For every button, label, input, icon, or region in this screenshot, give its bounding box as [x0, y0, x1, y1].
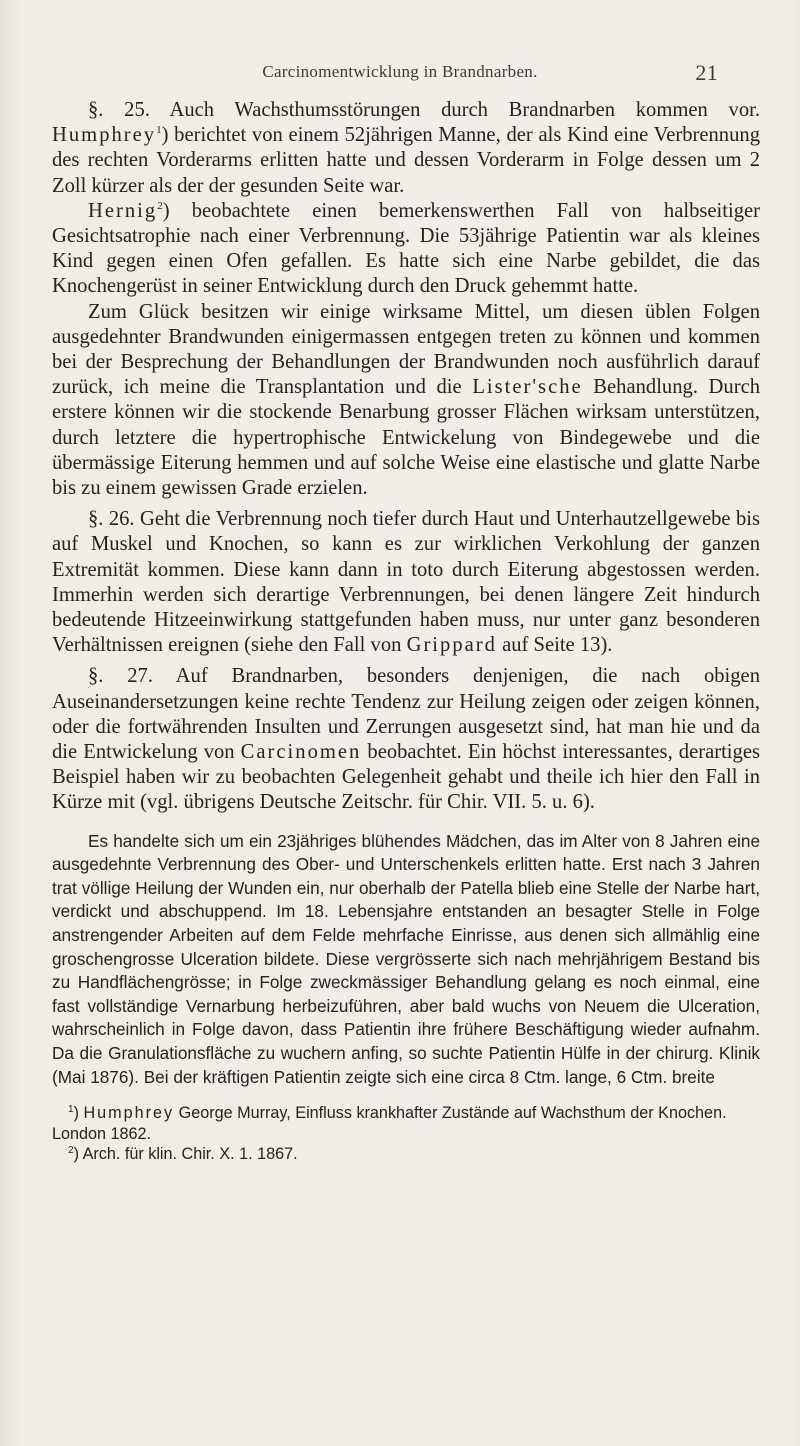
- section-26-text: §. 26. Geht die Verbrennung noch tiefer durch Haut und Unterhautzellgewebe bis auf Muskel und Knochen, so kann es zur wirklichen Verkohlung der ganzen Extremität kommen. Diese kann dann in toto durch Eiterung abgestossen werden. Immerhin werden sich derartige Verbrennungen, bei denen längere Zeit hindurch bedeutende Hitzeeinwirkung stattgefunden haben muss, nur unter ganz besonderen Verhältnissen ereignen (siehe den Fall von: [52, 508, 760, 657]
- running-title: Carcinomentwicklung in Brandnarben.: [262, 62, 538, 81]
- treatment-text: Zum Glück besitzen wir einige wirksame Mittel, um diesen üblen Folgen ausgedehnter Brandwunden einigermassen entgegen treten zu können und kommen bei der Besprechung der Behandlungen der Brandwunden noch ausführlich darauf zurück, ich meine die Transplantation und die: [52, 300, 760, 399]
- section-27-text-end: beobachtet. Ein höchst interessantes, derartiges Beispiel haben wir zu beobachten Gelegenheit gehabt und theile ich hier den Fall in Kürze mit (vgl. übrigens Deutsche Zeitschr. für Chir. VII. 5. u. 6).: [52, 741, 760, 814]
- author-hernig: Hernig: [88, 199, 158, 222]
- footnote-ref-2: 2: [157, 199, 163, 212]
- footnote-ref-1: 1: [156, 124, 162, 137]
- author-lister: Lister'sche: [472, 376, 583, 399]
- paragraph-section-26: [52, 507, 760, 658]
- section-26-text-end: auf Seite 13).: [502, 634, 613, 657]
- footnote-1: $^1$) Humphrey George Murray, Einfluss krankhafter Zustände auf Wachsthum der Knochen. London 1862.: [52, 1104, 727, 1143]
- author-grippard: Grippard: [406, 634, 497, 657]
- footnote-2-mark: 2: [68, 1145, 74, 1157]
- paragraph-treatment: [52, 300, 760, 502]
- footnote-1-author: Humphrey: [83, 1104, 175, 1123]
- paragraph-hernig: Hernig$^2$) beobachtete einen bemerkenswerthen Fall von halbseitiger Gesichtsatrophie nach einer Verbrennung. Die 53jährige Patientin war als kleines Kind gegen einen Ofen gefallen. Es hatte sich eine Narbe gebildet, die das Knochengerüst in seiner Entwicklung durch den Druck gehemmt hatte.: [52, 199, 760, 298]
- section-25-intro: §. 25. Auch Wachsthumsstörungen durch Brandnarben kommen vor.: [88, 99, 760, 121]
- section-27-text: §. 27. Auf Brandnarben, besonders denjenigen, die nach obigen Auseinandersetzungen keine rechte Tendenz zur Heilung zeigen oder zeigen können, oder die fortwährenden Insulten und Zerrungen ausgesetzt sind, hat man hie und da die Entwickelung von: [52, 665, 760, 764]
- section-25-text: berichtet von einem 52jährigen Manne, der als Kind eine Verbrennung des rechten Vorderarms erlitten hatte und dessen Vorderarm in Folge dessen um 2 Zoll kürzer als der der gesunden Seite war.: [52, 124, 760, 197]
- case-report: [52, 830, 760, 1090]
- footnote-2-text: Arch. für klin. Chir. X. 1. 1867.: [82, 1145, 298, 1164]
- term-carcinomen: Carcinomen: [240, 741, 362, 764]
- case-report-text: Es handelte sich um ein 23jähriges blühendes Mädchen, das im Alter von 8 Jahren eine ausgedehnte Verbrennung des Ober- und Unterschenkels erlitten hatte. Erst nach 3 Jahren trat völlige Heilung der Wunden ein, nur oberhalb der Patella blieb eine Stelle der Narbe hart, verdickt und abschuppend. Im 18. Lebensjahre entstanden an besagter Stelle in Folge anstrengender Arbeiten auf dem Felde mehrfache Einrisse, aus denen sich allmählig eine groschengrosse Ulceration bildete. Diese vergrösserte sich nach mehrjährigem Bestand bis zu Handflächengrösse; in Folge zweckmässiger Behandlung gelang es noch einmal, eine fast vollständige Vernarbung herbeizuführen, aber bald wuchs von Neuem die Ulceration, wahrscheinlich in Folge davon, dass Patientin ihre frühere Beschäftigung wieder aufnahm. Da die Granulationsfläche zu wuchern anfing, so suchte Patientin Hülfe in der chirurg. Klinik (Mai 1876). Bei der kräftigen Patientin zeigte sich eine circa 8 Ctm. lange, 6 Ctm. breite: [52, 830, 760, 1087]
- running-header: [0, 60, 800, 85]
- treatment-text-continued: Behandlung. Durch erstere können wir die stockende Benarbung grosser Flächen wirksam unterstützen, durch letztere die hypertrophische Entwickelung von Bindegewebe und die übermässige Eiterung hemmen und auf solche Weise eine elastische und glatte Narbe bis zu einem gewissen Grade erzielen.: [52, 376, 761, 500]
- hernig-text: beobachtete einen bemerkenswerthen Fall von halbseitiger Gesichtsatrophie nach einer Verbrennung. Die 53jährige Patientin war als kleines Kind gegen einen Ofen gefallen. Es hatte sich eine Narbe gebildet, die das Knochengerüst in seiner Entwicklung durch den Druck gehemmt hatte.: [52, 199, 760, 298]
- page-body: [52, 98, 760, 1165]
- paragraph-section-27: [52, 664, 760, 815]
- footnote-2: $^2$) Arch. für klin. Chir. X. 1. 1867.: [68, 1145, 298, 1164]
- paragraph-section-25: §. 25. Auch Wachsthumsstörungen durch Brandnarben kommen vor. Humphrey$^1$) berichtet von einem 52jährigen Manne, der als Kind eine Verbrennung des rechten Vorderarms erlitten hatte und dessen Vorderarm in Folge dessen um 2 Zoll kürzer als der der gesunden Seite war.: [52, 99, 760, 197]
- main-text: [52, 98, 760, 816]
- page-number: 21: [695, 60, 718, 85]
- footnotes: [52, 1103, 760, 1165]
- author-humphrey: Humphrey: [52, 124, 157, 147]
- footnote-1-mark: 1: [68, 1104, 74, 1116]
- footnote-1-text: George Murray, Einfluss krankhafter Zustände auf Wachsthum der Knochen. London 1862.: [52, 1104, 727, 1143]
